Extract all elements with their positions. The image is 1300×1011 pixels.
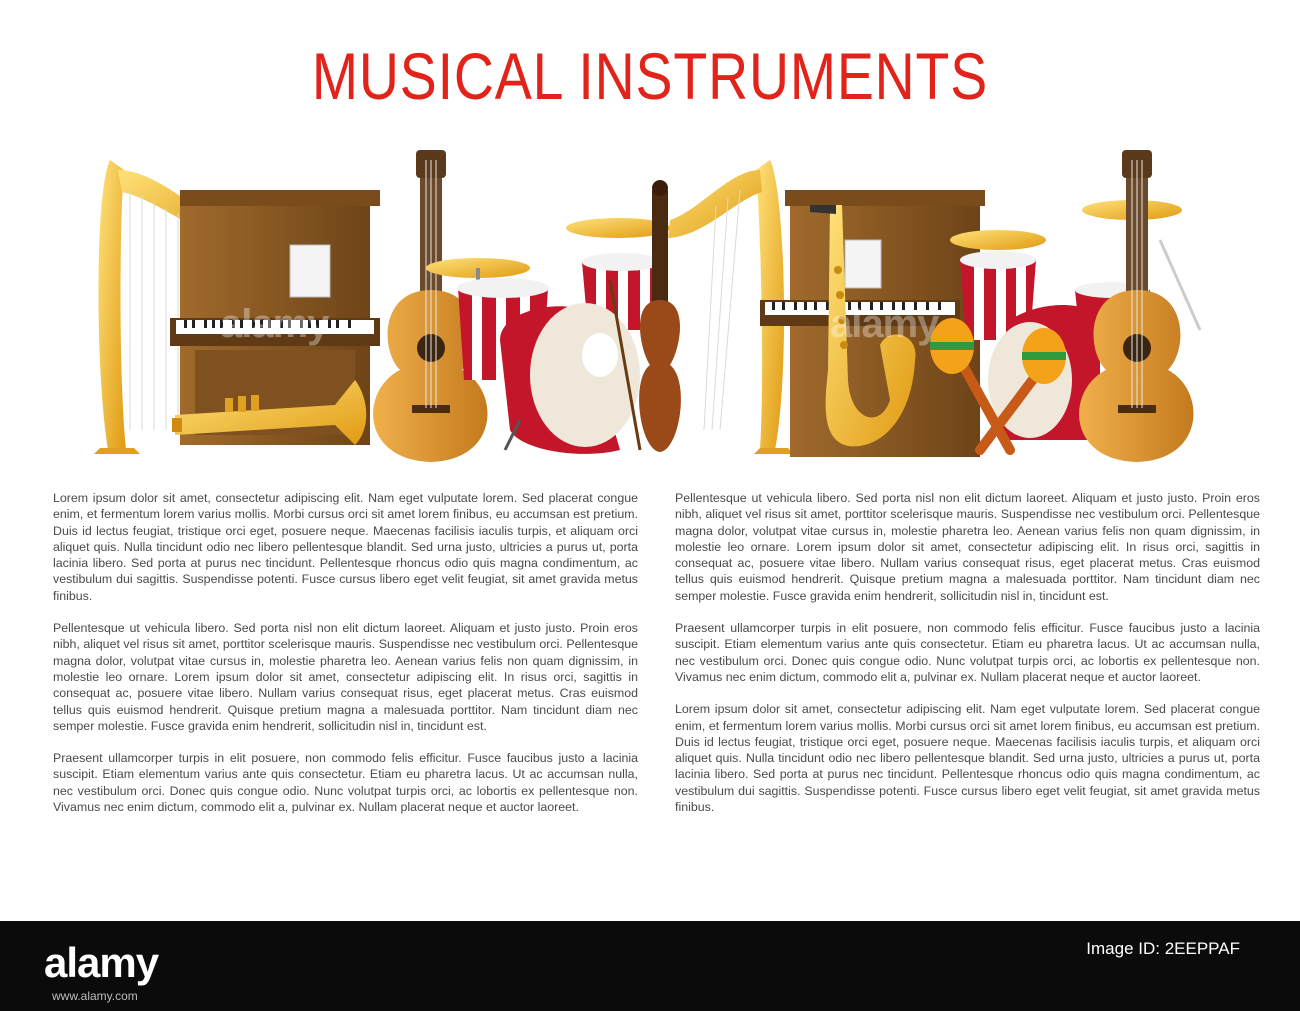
brand-url: www.alamy.com: [52, 989, 138, 1003]
watermark: alamy: [830, 302, 939, 346]
watermark: alamy: [220, 302, 329, 346]
paragraph: Pellentesque ut vehicula libero. Sed porta nisl non elit dictum laoreet. Aliquam et justo justo. Proin eros nibh, aliquet vel risus sit amet, porttitor scelerisque mauris. Suspendisse nec vestibulum orci. Pellentesque magna dolor, volutpat vitae cursus in, molestie pharetra leo. Aenean varius felis non quam dignissim, in molestie leo ornare. Lorem ipsum dolor sit amet, consectetur adipiscing elit. In risus orci, sagittis in consequat ac, posuere vitae libero. Nullam varius consequat risus, eget placerat metus. Cras euismod tellus quis euismod hendrerit. Quisque pretium magna a malesuada porttitor. Nam tincidunt diam nec semper molestie. Fusce gravida enim hendrerit, sollicitudin nisl in, tincidunt est.: [53, 621, 638, 733]
instruments-illustration: [0, 150, 1300, 470]
brand-logo: alamy: [44, 939, 159, 986]
poster-title: MUSICAL INSTRUMENTS: [311, 39, 989, 113]
stock-footer-bar: [0, 921, 1300, 1011]
watermark: alamy: [1000, 790, 1092, 828]
paragraph: Lorem ipsum dolor sit amet, consectetur adipiscing elit. Nam eget vulputate lorem. Sed placerat congue enim, et fermentum lorem varius mollis. Morbi cursus orci sit amet lorem finibus, eu accumsan est pretium. Duis id lectus feugiat, tristique orci eget, posuere neque. Maecenas facilisis iaculis turpis, et aliquam orci aliquet quis. Nulla tincidunt odio nec libero pellentesque blandit. Sed urna justo, ultricies a purus ut, porta lacinia libero. Sed porta at purus nec tincidunt. Pellentesque rhoncus odio quis magna condimentum, ac vestibulum dui sagittis. Suspendisse potenti. Fusce cursus libero eget velit feugiat, sit amet gravida metus finibus.: [675, 702, 1260, 815]
paragraph: Praesent ullamcorper turpis in elit posuere, non commodo felis efficitur. Fusce faucibus justo a lacinia suscipit. Etiam elementum varius ante quis consectetur. Etiam eu pharetra lacus. Ut ac accumsan nulla, nec vestibulum orci. Donec quis congue odio. Nunc volutpat turpis orci, ac lobortis ex pellentesque non. Vivamus nec enim dictum, commodo elit a, pulvinar ex. Nullam placerat neque et auctor laoreet.: [53, 751, 638, 815]
image-id: Image ID: 2EEPPAF: [1086, 939, 1240, 958]
text-column-left: [53, 490, 638, 831]
text-column-right: [675, 490, 1260, 831]
paragraph: Lorem ipsum dolor sit amet, consectetur adipiscing elit. Nam eget vulputate lorem. Sed placerat congue enim, et fermentum lorem varius mollis. Morbi cursus orci sit amet lorem finibus, eu accumsan est pretium. Duis id lectus feugiat, tristique orci eget, posuere neque. Maecenas facilisis iaculis turpis, et aliquam orci aliquet quis. Nulla tincidunt odio nec libero pellentesque blandit. Sed urna justo, ultricies a purus ut, porta lacinia libero. Sed porta at purus nec tincidunt. Pellentesque rhoncus odio quis magna condimentum, ac vestibulum dui sagittis. Suspendisse potenti. Fusce cursus libero eget velit feugiat, sit amet gravida metus finibus.: [53, 491, 638, 603]
paragraph: Praesent ullamcorper turpis in elit posuere, non commodo felis efficitur. Fusce faucibus justo a lacinia suscipit. Etiam elementum varius ante quis consectetur. Etiam eu pharetra lacus. Ut ac accumsan nulla, nec vestibulum orci. Donec quis congue odio. Nunc volutpat turpis orci, ac lobortis ex pellentesque non. Vivamus nec enim dictum, commodo elit a, pulvinar ex. Nullam placerat neque et auctor laoreet.: [675, 621, 1260, 684]
paragraph: Pellentesque ut vehicula libero. Sed porta nisl non elit dictum laoreet. Aliquam et justo justo. Proin eros nibh, aliquet vel risus sit amet, porttitor scelerisque mauris. Suspendisse nec vestibulum orci. Pellentesque magna dolor, volutpat vitae cursus in, molestie pharetra leo. Aenean varius felis non quam dignissim, in molestie leo ornare. Lorem ipsum dolor sit amet, consectetur adipiscing elit. In risus orci, sagittis in consequat ac, posuere vitae libero. Nullam varius consequat risus, eget placerat metus. Cras euismod tellus quis euismod hendrerit. Quisque pretium magna a malesuada porttitor. Nam tincidunt diam nec semper molestie. Fusce gravida enim hendrerit, sollicitudin nisl in, tincidunt est.: [675, 491, 1260, 603]
